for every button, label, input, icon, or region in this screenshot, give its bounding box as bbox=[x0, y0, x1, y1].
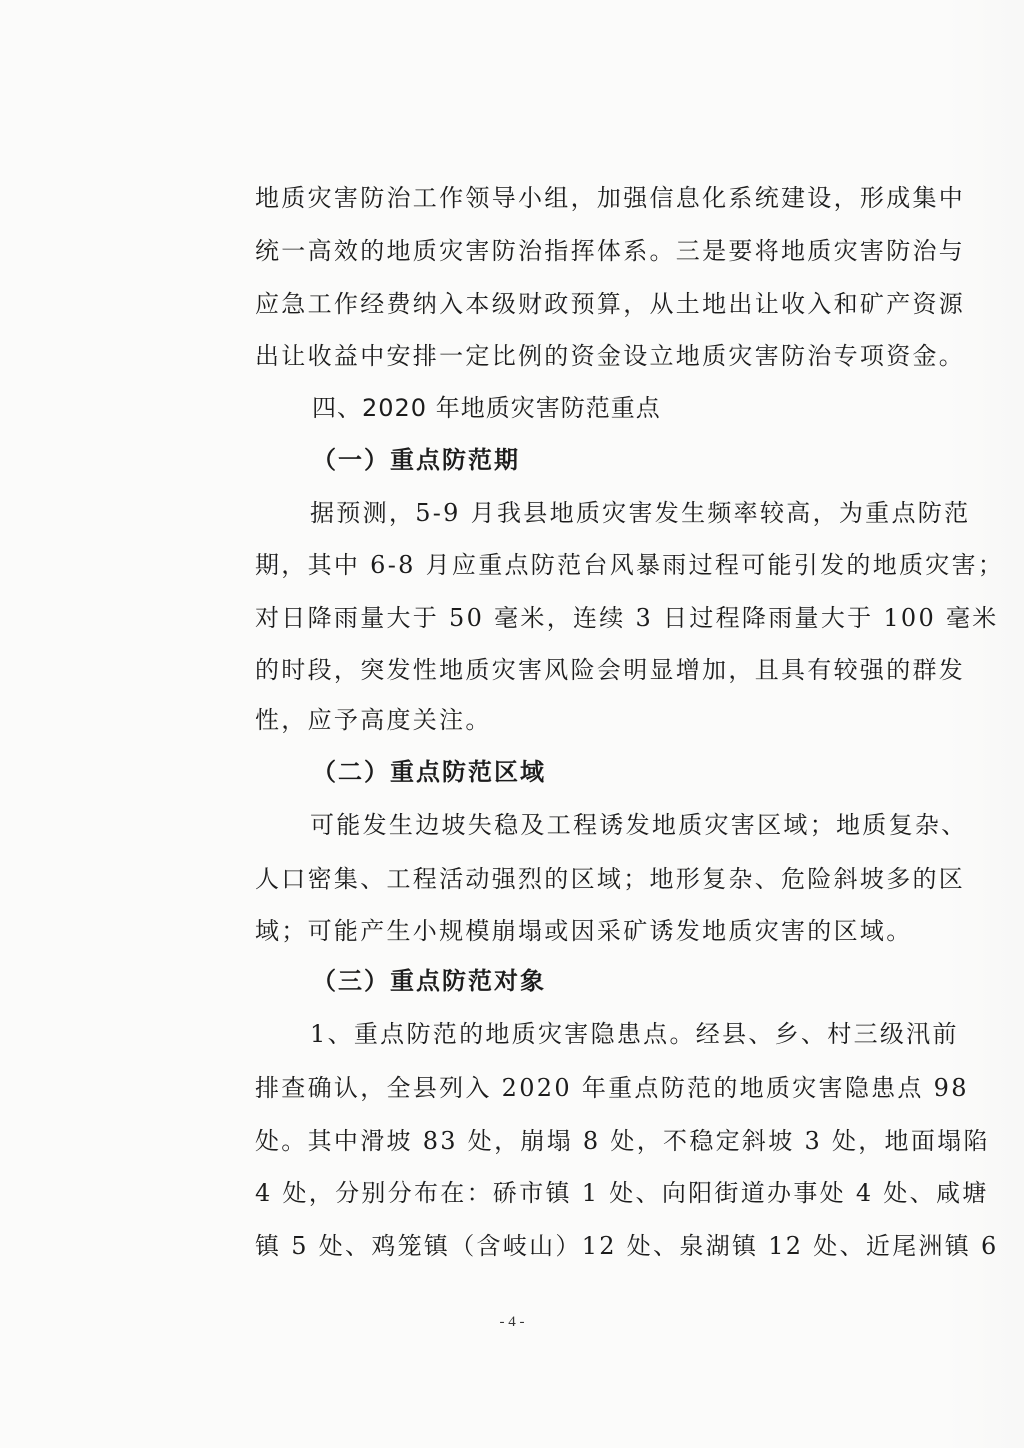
paragraph-line: 出让收益中安排一定比例的资金设立地质灾害防治专项资金。 bbox=[255, 342, 966, 370]
section-heading: 四、2020 年地质灾害防范重点 bbox=[312, 394, 661, 422]
paragraph-line: 统一高效的地质灾害防治指挥体系。三是要将地质灾害防治与 bbox=[255, 237, 966, 265]
paragraph-line: 期，其中 6-8 月应重点防范台风暴雨过程可能引发的地质灾害； bbox=[255, 551, 1005, 579]
paragraph-line: 性，应予高度关注。 bbox=[255, 706, 492, 734]
paragraph-line: 处。其中滑坡 83 处，崩塌 8 处，不稳定斜坡 3 处，地面塌陷 bbox=[255, 1127, 990, 1155]
subsection-title: （三）重点防范对象 bbox=[312, 966, 546, 995]
paragraph-line: 人口密集、工程活动强烈的区域；地形复杂、危险斜坡多的区 bbox=[255, 865, 966, 893]
page-number: - 4 - bbox=[499, 1314, 525, 1330]
paragraph-line: 域；可能产生小规模崩塌或因采矿诱发地质灾害的区域。 bbox=[255, 917, 913, 945]
paragraph-line: 排查确认，全县列入 2020 年重点防范的地质灾害隐患点 98 bbox=[255, 1074, 969, 1102]
paragraph-line: 据预测，5-9 月我县地质灾害发生频率较高，为重点防范 bbox=[310, 499, 971, 527]
paragraph-line: 4 处，分别分布在：硚市镇 1 处、向阳街道办事处 4 处、咸塘 bbox=[255, 1179, 989, 1207]
paragraph-line: 镇 5 处、鸡笼镇（含岐山）12 处、泉湖镇 12 处、近尾洲镇 6 bbox=[255, 1232, 999, 1260]
paragraph-line: 应急工作经费纳入本级财政预算，从土地出让收入和矿产资源 bbox=[255, 290, 966, 318]
paragraph-line: 可能发生边坡失稳及工程诱发地质灾害区域；地质复杂、 bbox=[310, 811, 968, 839]
paragraph-line: 对日降雨量大于 50 毫米，连续 3 日过程降雨量大于 100 毫米 bbox=[255, 604, 999, 632]
paragraph-line: 地质灾害防治工作领导小组，加强信息化系统建设，形成集中 bbox=[255, 184, 966, 212]
paragraph-line: 1、重点防范的地质灾害隐患点。经县、乡、村三级汛前 bbox=[310, 1020, 959, 1048]
paragraph-line: 的时段，突发性地质灾害风险会明显增加，且具有较强的群发 bbox=[255, 656, 966, 684]
subsection-title: （二）重点防范区域 bbox=[312, 757, 546, 786]
subsection-title: （一）重点防范期 bbox=[312, 445, 520, 474]
